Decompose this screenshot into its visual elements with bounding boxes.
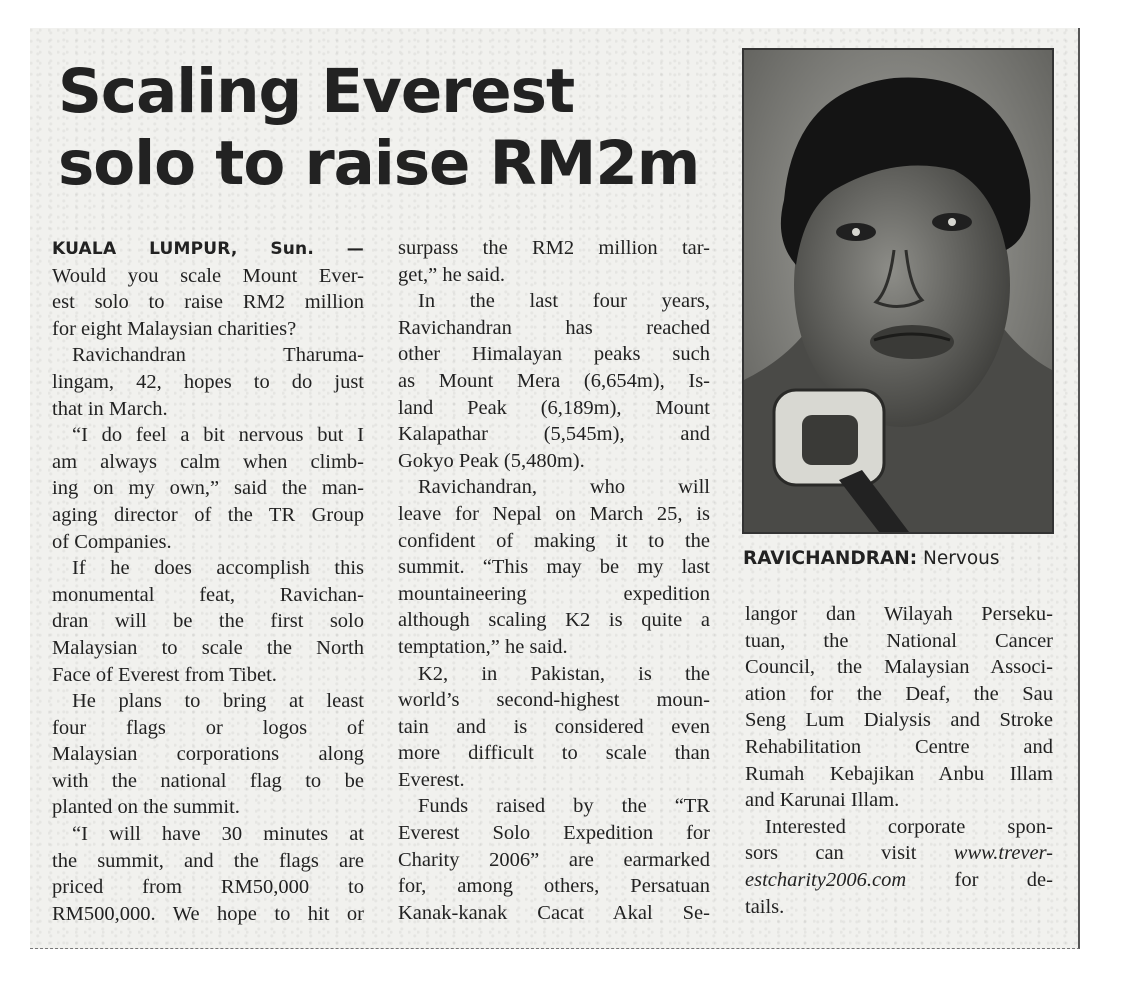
article-line	[52, 529, 364, 556]
article-line	[745, 707, 1053, 734]
article-line	[52, 874, 364, 901]
article-line-text: “I will have 30 minutes at	[72, 823, 364, 846]
article-column-3	[745, 601, 1053, 920]
article-line	[52, 449, 364, 476]
article-line	[52, 715, 364, 742]
article-line	[398, 315, 710, 342]
article-line-text: Malaysian to scale the North	[52, 636, 364, 659]
article-line	[52, 688, 364, 715]
article-line	[398, 474, 710, 501]
article-line-text: Seng Lum Dialysis and Stroke	[745, 709, 1053, 732]
article-line	[398, 368, 710, 395]
article-line	[398, 235, 710, 262]
article-line-text: Would you scale Mount Ever-	[52, 264, 364, 287]
article-line-text: for eight Malaysian charities?	[52, 317, 297, 340]
article-line-text: aging director of the TR Group	[52, 503, 364, 526]
article-line	[745, 734, 1053, 761]
article-line-text: planted on the summit.	[52, 796, 240, 819]
article-line	[52, 289, 364, 316]
article-line	[52, 342, 364, 369]
article-line-text: get,” he said.	[398, 263, 506, 286]
article-line	[52, 369, 364, 396]
article-line-text: Interested corporate spon-	[765, 815, 1053, 838]
article-line-text: ation for the Deaf, the Sau	[745, 682, 1053, 705]
article-line	[52, 502, 364, 529]
article-line-text: Kalapathar (5,545m), and	[398, 423, 710, 446]
article-line	[398, 900, 710, 927]
article-line	[398, 395, 710, 422]
article-line-text: although scaling K2 is quite a	[398, 609, 710, 632]
article-line	[398, 607, 710, 634]
article-line	[398, 793, 710, 820]
article-line-text: Malaysian corporations along	[52, 743, 364, 766]
website-link: www.trever-	[953, 842, 1054, 865]
article-column-1	[52, 235, 364, 927]
article-line	[52, 582, 364, 609]
article-line-text: priced from RM50,000 to	[52, 876, 364, 899]
article-line-text: as Mount Mera (6,654m), Is-	[398, 369, 710, 392]
article-line-text: am always calm when climb-	[52, 450, 364, 473]
article-line-text: the summit, and the flags are	[52, 849, 364, 872]
article-line	[52, 741, 364, 768]
article-line-text: monumental feat, Ravichan-	[52, 583, 364, 606]
article-line-text: tails.	[745, 895, 785, 918]
article-line	[398, 501, 710, 528]
article-line	[745, 761, 1053, 788]
article-line-text: Rehabilitation Centre and	[745, 735, 1053, 758]
article-line-text: est solo to raise RM2 million	[52, 291, 364, 314]
article-line	[52, 662, 364, 689]
article-line-text: Ravichandran, who will	[418, 476, 710, 499]
caption-text: Nervous	[917, 548, 1000, 569]
article-line	[52, 821, 364, 848]
article-line-text: Rumah Kebajikan Anbu Illam	[745, 762, 1053, 785]
dateline	[52, 235, 364, 263]
article-line-text: Funds raised by the “TR	[418, 795, 710, 818]
article-line-text: four flags or logos of	[52, 716, 364, 739]
article-line-text: dran will be the first solo	[52, 610, 364, 633]
article-line-text: “I do feel a bit nervous but I	[72, 424, 364, 447]
article-line-text: Everest.	[398, 768, 465, 791]
article-line	[398, 581, 710, 608]
article-line	[745, 894, 1053, 921]
article-line-text: If he does accomplish this	[72, 557, 364, 580]
article-line-text: more difficult to scale than	[398, 742, 710, 765]
caption-name: RAVICHANDRAN:	[743, 548, 918, 569]
article-line	[398, 554, 710, 581]
article-line-text: Gokyo Peak (5,480m).	[398, 449, 585, 472]
article-column-2	[398, 235, 710, 926]
article-line	[398, 714, 710, 741]
article-line	[745, 681, 1053, 708]
article-line	[745, 814, 1053, 841]
article-line	[52, 768, 364, 795]
article-line-text: temptation,” he said.	[398, 635, 568, 658]
article-line	[52, 396, 364, 423]
article-line	[398, 634, 710, 661]
article-line	[398, 448, 710, 475]
article-line-text: Ravichandran Tharuma-	[72, 344, 364, 367]
article-line	[745, 840, 1053, 867]
article-line-text: for, among others, Persatuan	[398, 875, 710, 898]
article-line-text: langor dan Wilayah Perseku-	[745, 603, 1053, 625]
article-line-text: RM500,000. We hope to hit or	[52, 902, 364, 925]
article-line	[398, 341, 710, 368]
dateline-text: KUALA LUMPUR, Sun. —	[52, 239, 364, 259]
article-line-text: lingam, 42, hopes to do just	[52, 370, 364, 393]
article-line-text: surpass the RM2 million tar-	[398, 237, 710, 259]
article-line	[398, 847, 710, 874]
article-line-text: world’s second-highest moun-	[398, 689, 710, 712]
article-line-text: sors can visit	[745, 842, 917, 865]
article-line	[52, 422, 364, 449]
article-line	[398, 820, 710, 847]
article-line	[745, 867, 1053, 894]
article-line-text: Ravichandran has reached	[398, 316, 710, 339]
article-line-text: summit. “This may be my last	[398, 556, 710, 579]
article-line	[52, 635, 364, 662]
article-line	[52, 901, 364, 928]
article-line-text: He plans to bring at least	[72, 690, 364, 713]
newspaper-clipping	[30, 28, 1080, 949]
article-line	[745, 628, 1053, 655]
article-line	[52, 555, 364, 582]
headline-line-1: Scaling Everest	[58, 56, 575, 127]
article-line	[745, 601, 1053, 628]
article-line-text: ing on my own,” said the man-	[52, 477, 364, 500]
article-line	[52, 848, 364, 875]
article-line-text: other Himalayan peaks such	[398, 343, 710, 366]
article-line	[52, 608, 364, 635]
article-line-text: confident of making it to the	[398, 529, 710, 552]
portrait-photo	[742, 48, 1054, 534]
article-line-text: Kanak-kanak Cacat Akal Se-	[398, 901, 710, 924]
article-line-text: of Companies.	[52, 530, 172, 553]
article-line-text: Face of Everest from Tibet.	[52, 663, 277, 686]
article-line	[52, 263, 364, 290]
article-line-text: and Karunai Illam.	[745, 789, 900, 812]
article-line	[398, 740, 710, 767]
article-line	[52, 316, 364, 343]
article-line	[398, 262, 710, 289]
article-line-text: Charity 2006” are earmarked	[398, 848, 710, 871]
article-line-text: In the last four years,	[418, 290, 710, 313]
article-line	[398, 288, 710, 315]
article-line-text: with the national flag to be	[52, 769, 364, 792]
portrait-illustration	[744, 50, 1052, 532]
article-line	[52, 794, 364, 821]
article-line-text: mountaineering expedition	[398, 582, 710, 605]
article-line	[745, 787, 1053, 814]
article-line	[398, 873, 710, 900]
article-line	[745, 654, 1053, 681]
photo-caption	[743, 548, 1000, 569]
website-link: estcharity2006.com	[745, 868, 907, 891]
article-line-text: tuan, the National Cancer	[745, 629, 1053, 652]
article-line	[398, 661, 710, 688]
article-line-text: K2, in Pakistan, is the	[418, 662, 710, 685]
headline	[58, 56, 738, 200]
article-line-text: Council, the Malaysian Associ-	[745, 656, 1053, 679]
article-line	[52, 475, 364, 502]
article-line-text: Everest Solo Expedition for	[398, 822, 710, 845]
headline-line-2: solo to raise RM2m	[58, 128, 700, 199]
article-line-text: tain and is considered even	[398, 715, 710, 738]
article-line	[398, 528, 710, 555]
article-line-text: leave for Nepal on March 25, is	[398, 502, 710, 525]
article-line-text: land Peak (6,189m), Mount	[398, 396, 710, 419]
article-line	[398, 767, 710, 794]
article-line-text: for de-	[954, 868, 1053, 891]
article-line	[398, 421, 710, 448]
article-line	[398, 687, 710, 714]
article-line-text: that in March.	[52, 397, 168, 420]
